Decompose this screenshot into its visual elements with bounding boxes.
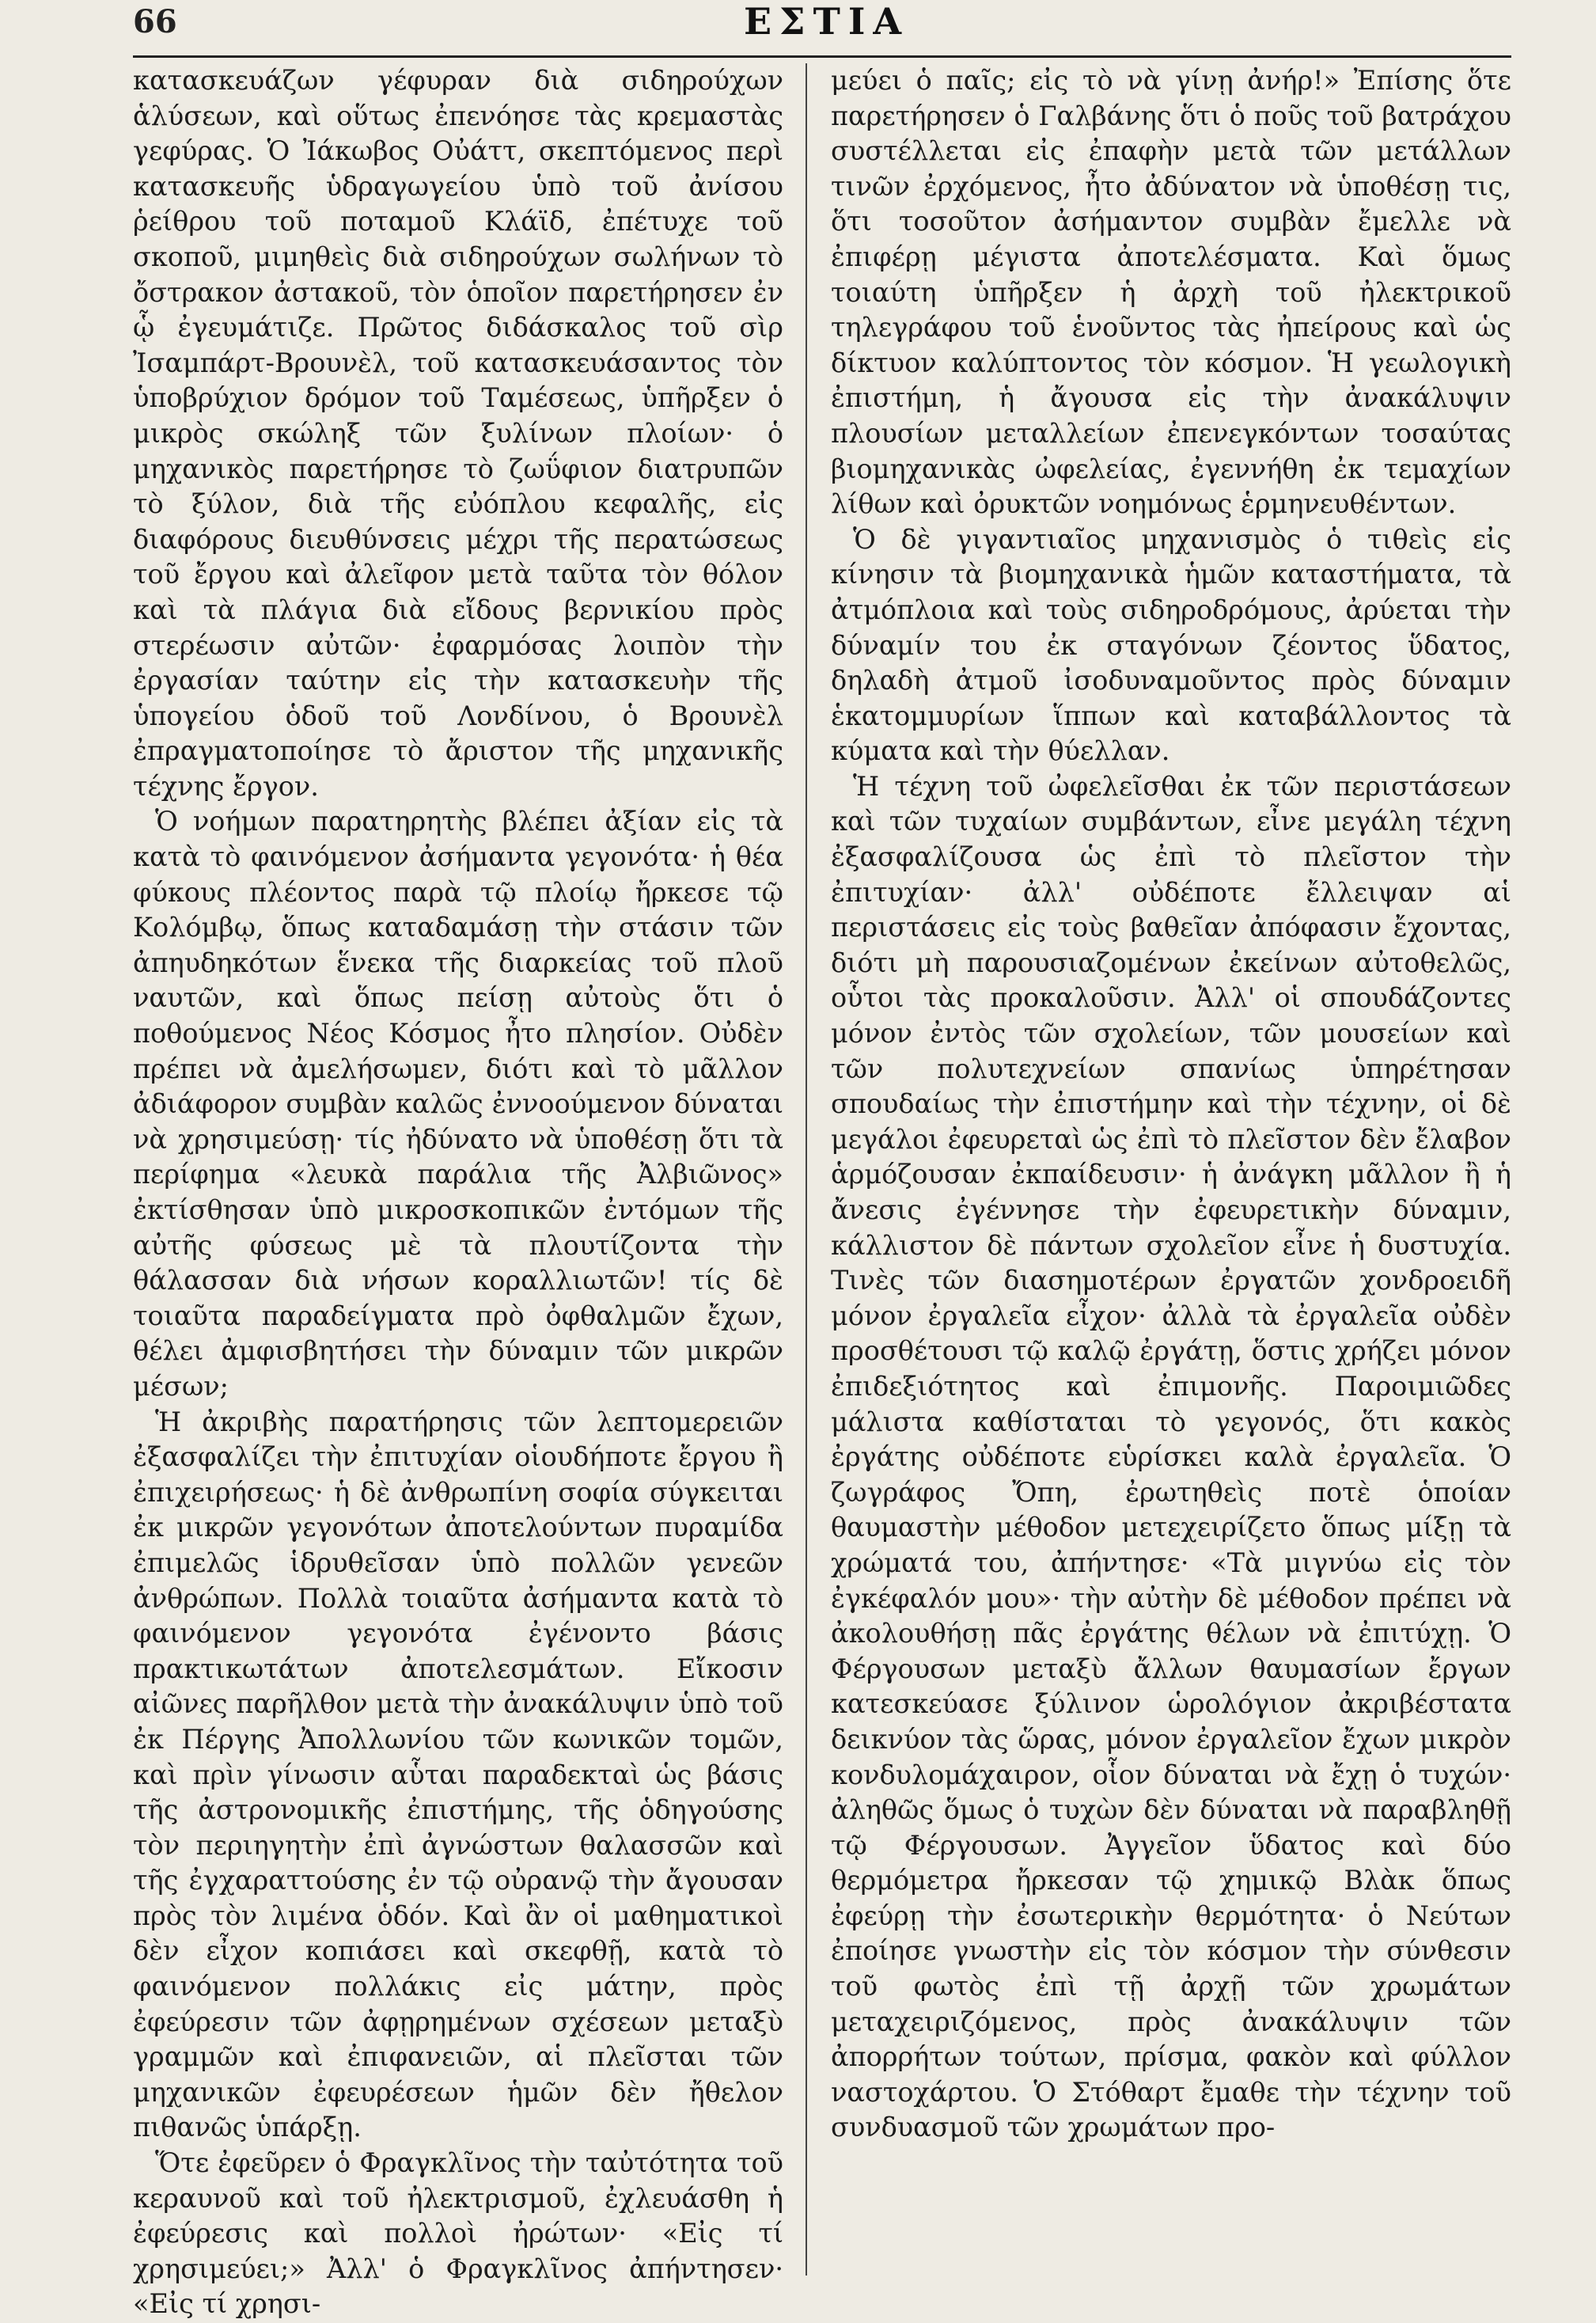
paragraph: Ἡ ἀκριβὴς παρατήρησις τῶν λεπτομερειῶν ἐξασφαλίζει τὴν ἐπιτυχίαν οἱουδήποτε ἔργου ἢ ἐπιχειρήσεως· ἡ δὲ ἀνθρωπίνη σοφία σύγκειται ἐκ μικρῶν γεγονότων ἀποτελούντων πυραμίδα ἐπιμελῶς ἱδρυθεῖσαν ὑπὸ πολλῶν γενεῶν ἀνθρώπων. Πολλὰ τοιαῦτα ἀσήμαντα κατὰ τὸ φαινόμενον γεγονότα ἐγένοντο βάσις πρακτικωτάτων ἀποτελεσμάτων. Εἴκοσιν αἰῶνες παρῆλθον μετὰ τὴν ἀνακάλυψιν ὑπὸ τοῦ ἐκ Πέργης Ἀπολλωνίου τῶν κωνικῶν τομῶν, καὶ πρὶν γίνωσιν αὗται παραδεκταὶ ὡς βάσις τῆς ἀστρονομικῆς ἐπιστήμης, τῆς ὁδηγούσης τὸν περιηγητὴν ἐπὶ ἀγνώστων θαλασσῶν καὶ τῆς ἐγχαραττούσης ἐν τῷ οὐρανῷ τὴν ἄγουσαν πρὸς τὸν λιμένα ὁδόν. Καὶ ἂν οἱ μαθηματικοὶ δὲν εἶχον κοπιάσει καὶ σκεφθῇ, κατὰ τὸ φαινόμενον πολλάκις εἰς μάτην, πρὸς ἐφεύρεσιν τῶν ἀφῃρημένων σχέσεων μεταξὺ γραμμῶν καὶ ἐπιφανειῶν, αἱ πλεῖσται τῶν μηχανικῶν ἐφευρέσεων ἡμῶν δὲν ἤθελον πιθανῶς ὑπάρξῃ.: [133, 1406, 783, 2143]
right-column: [831, 63, 1511, 2276]
paragraph: κατασκευάζων γέφυραν διὰ σιδηρούχων ἁλύσεων, καὶ οὕτως ἐπενόησε τὰς κρεμαστὰς γεφύρας. Ὁ Ἰάκωβος Οὐάττ, σκεπτόμενος περὶ κατασκευῆς ὑδραγωγείου ὑπὸ τοῦ ἀνίσου ῥείθρου τοῦ ποταμοῦ Κλάϊδ, ἐπέτυχε τοῦ σκοποῦ, μιμηθεὶς διὰ σιδηρούχων σωλήνων τὸ ὄστρακον ἀστακοῦ, τὸν ὁποῖον παρετήρησεν ἐν ᾧ ἐγευμάτιζε. Πρῶτος διδάσκαλος τοῦ σὶρ Ἰσαμπάρτ-Βρουνὲλ, τοῦ κατασκευάσαντος τὸν ὑποβρύχιον δρόμον τοῦ Ταμέσεως, ὑπῆρξεν ὁ μικρὸς σκώληξ τῶν ξυλίνων πλοίων· ὁ μηχανικὸς παρετήρησε τὸ ζωΰφιον διατρυπῶν τὸ ξύλον, διὰ τῆς εὐόπλου κεφαλῆς, εἰς διαφόρους διευθύνσεις μέχρι τῆς περατώσεως τοῦ ἔργου καὶ ἀλεῖφον μετὰ ταῦτα τὸν θόλον καὶ τὰ πλάγια διὰ εἴδους βερνικίου πρὸς στερέωσιν αὐτῶν· ἐφαρμόσας λοιπὸν τὴν ἐργασίαν ταύτην εἰς τὴν κατασκευὴν τῆς ὑπογείου ὁδοῦ τοῦ Λονδίνου, ὁ Βρουνὲλ ἐπραγματοποίησε τὸ ἄριστον τῆς μηχανικῆς τέχνης ἔργον.: [133, 65, 783, 802]
page-number: 66: [133, 3, 177, 40]
paragraph: μεύει ὁ παῖς; εἰς τὸ νὰ γίνῃ ἀνήρ!» Ἐπίσης ὅτε παρετήρησεν ὁ Γαλβάνης ὅτι ὁ ποῦς τοῦ βατράχου συστέλλεται εἰς ἐπαφὴν μετὰ τῶν μετάλλων τινῶν ἐρχόμενος, ἦτο ἀδύνατον νὰ ὑποθέσῃ τις, ὅτι τοσοῦτον ἀσήμαντον συμβὰν ἔμελλε νὰ ἐπιφέρῃ μέγιστα ἀποτελέσματα. Καὶ ὅμως τοιαύτη ὑπῆρξεν ἡ ἀρχὴ τοῦ ἠλεκτρικοῦ τηλεγράφου τοῦ ἑνοῦντος τὰς ἠπείρους καὶ ὡς δίκτυον καλύπτοντος τὸν κόσμον. Ἡ γεωλογικὴ ἐπιστήμη, ἡ ἄγουσα εἰς τὴν ἀνακάλυψιν πλουσίων μεταλλείων ἐπενεγκόντων τοσαύτας βιομηχανικὰς ὠφελείας, ἐγεννήθη ἐκ τεμαχίων λίθων καὶ ὀρυκτῶν νοημόνως ἑρμηνευθέντων.: [831, 65, 1511, 520]
column-divider: [806, 63, 807, 2276]
header-rule: [133, 55, 1511, 58]
running-head: [0, 0, 1596, 62]
paragraph: Ὅτε ἐφεῦρεν ὁ Φραγκλῖνος τὴν ταὐτότητα τοῦ κεραυνοῦ καὶ τοῦ ἠλεκτρισμοῦ, ἐχλευάσθη ἡ ἐφεύρεσις καὶ πολλοὶ ἠρώτων· «Εἰς τί χρησιμεύει;» Ἀλλ' ὁ Φραγκλῖνος ἀπήντησεν· «Εἰς τί χρησι-: [133, 2147, 783, 2320]
paragraph: Ἡ τέχνη τοῦ ὠφελεῖσθαι ἐκ τῶν περιστάσεων καὶ τῶν τυχαίων συμβάντων, εἶνε μεγάλη τέχνη ἐξασφαλίζουσα ὡς ἐπὶ τὸ πλεῖστον τὴν ἐπιτυχίαν· ἀλλ' οὐδέποτε ἔλλειψαν αἱ περιστάσεις εἰς τοὺς βαθεῖαν ἀπόφασιν ἔχοντας, διότι μὴ παρουσιαζομένων ἐκείνων αὐτοθελῶς, οὗτοι τὰς προκαλοῦσιν. Ἀλλ' οἱ σπουδάζοντες μόνον ἐντὸς τῶν σχολείων, τῶν μουσείων καὶ τῶν πολυτεχνείων σπανίως ὑπηρέτησαν σπουδαίως τὴν ἐπιστήμην καὶ τὴν τέχνην, οἱ δὲ μεγάλοι ἐφευρεταὶ ὡς ἐπὶ τὸ πλεῖστον δὲν ἔλαβον ἁρμόζουσαν ἐκπαίδευσιν· ἡ ἀνάγκη μᾶλλον ἢ ἡ ἄνεσις ἐγέννησε τὴν ἐφευρετικὴν δύναμιν, κάλλιστον δὲ πάντων σχολεῖον εἶνε ἡ δυστυχία. Τινὲς τῶν διασημοτέρων ἐργατῶν χονδροειδῆ μόνον ἐργαλεῖα εἶχον· ἀλλὰ τὰ ἐργαλεῖα οὐδὲν προσθέτουσι τῷ καλῷ ἐργάτῃ, ὅστις χρήζει μόνον ἐπιδεξιότητος καὶ ἐπιμονῆς. Παροιμιῶδες μάλιστα καθίσταται τὸ γεγονός, ὅτι κακὸς ἐργάτης οὐδέποτε εὑρίσκει καλὰ ἐργαλεῖα. Ὁ ζωγράφος Ὄπη, ἐρωτηθεὶς ποτὲ ὁποίαν θαυμαστὴν μέθοδον μετεχειρίζετο ὅπως μίξῃ τὰ χρώματά του, ἀπήντησε· «Τὰ μιγνύω εἰς τὸν ἐγκέφαλόν μου»· τὴν αὐτὴν δὲ μέθοδον πρέπει νὰ ἀκολουθήσῃ πᾶς ἐργάτης θέλων νὰ ἐπιτύχῃ. Ὁ Φέργουσων μεταξὺ ἄλλων θαυμασίων ἔργων κατεσκεύασε ξύλινον ὡρολόγιον ἀκριβέστατα δεικνύον τὰς ὥρας, μόνον ἐργαλεῖον ἔχων μικρὸν κονδυλομάχαιρον, οἷον δύναται νὰ ἔχῃ ὁ τυχών· ἀληθῶς ὅμως ὁ τυχὼν δὲν δύναται νὰ παραβληθῇ τῷ Φέργουσων. Ἀγγεῖον ὕδατος καὶ δύο θερμόμετρα ἤρκεσαν τῷ χημικῷ Βλὰκ ὅπως ἐφεύρῃ τὴν ἐσωτερικὴν θερμότητα· ὁ Νεύτων ἐποίησε γνωστὴν εἰς τὸν κόσμον τὴν σύνθεσιν τοῦ φωτὸς ἐπὶ τῇ ἀρχῇ τῶν χρωμάτων μεταχειριζόμενος, πρὸς ἀνακάλυψιν τῶν ἀπορρήτων τούτων, πρίσμα, φακὸν καὶ φύλλον ναστοχάρτου. Ὁ Στόθαρτ ἔμαθε τὴν τέχνην τοῦ συνδυασμοῦ τῶν χρωμάτων προ-: [831, 770, 1511, 2143]
left-column: [133, 63, 783, 2320]
paragraph: Ὁ νοήμων παρατηρητὴς βλέπει ἀξίαν εἰς τὰ κατὰ τὸ φαινόμενον ἀσήμαντα γεγονότα· ἡ θέα φύκους πλέοντος παρὰ τῷ πλοίῳ ἤρκεσε τῷ Κολόμβῳ, ὅπως καταδαμάσῃ τὴν στάσιν τῶν ἀπηυδηκότων ἕνεκα τῆς διαρκείας τοῦ πλοῦ ναυτῶν, καὶ ὅπως πείσῃ αὐτοὺς ὅτι ὁ ποθούμενος Νέος Κόσμος ἦτο πλησίον. Οὐδὲν πρέπει νὰ ἀμελήσωμεν, διότι καὶ τὸ μᾶλλον ἀδιάφορον συμβὰν καλῶς ἐννοούμενον δύναται νὰ χρησιμεύσῃ· τίς ἠδύνατο νὰ ὑποθέσῃ ὅτι τὰ περίφημα «λευκὰ παράλια τῆς Ἀλβιῶνος» ἐκτίσθησαν ὑπὸ μικροσκοπικῶν ἐντόμων τῆς αὐτῆς φύσεως μὲ τὰ πλουτίζοντα τὴν θάλασσαν διὰ νήσων κοραλλιωτῶν! τίς δὲ τοιαῦτα παραδείγματα πρὸ ὀφθαλμῶν ἔχων, θέλει ἀμφισβητήσει τὴν δύναμιν τῶν μικρῶν μέσων;: [133, 806, 783, 1402]
journal-title: ΕΣΤΙΑ: [744, 0, 910, 43]
paragraph: Ὁ δὲ γιγαντιαῖος μηχανισμὸς ὁ τιθεὶς εἰς κίνησιν τὰ βιομηχανικὰ ἡμῶν καταστήματα, τὰ ἀτμόπλοια καὶ τοὺς σιδηροδρόμους, ἀρύεται τὴν δύναμίν του ἐκ σταγόνων ζέοντος ὕδατος, δηλαδὴ ἀτμοῦ ἰσοδυναμοῦντος πρὸς δύναμιν ἑκατομμυρίων ἵππων καὶ καταβάλλοντος τὰ κύματα καὶ τὴν θύελλαν.: [831, 523, 1511, 767]
